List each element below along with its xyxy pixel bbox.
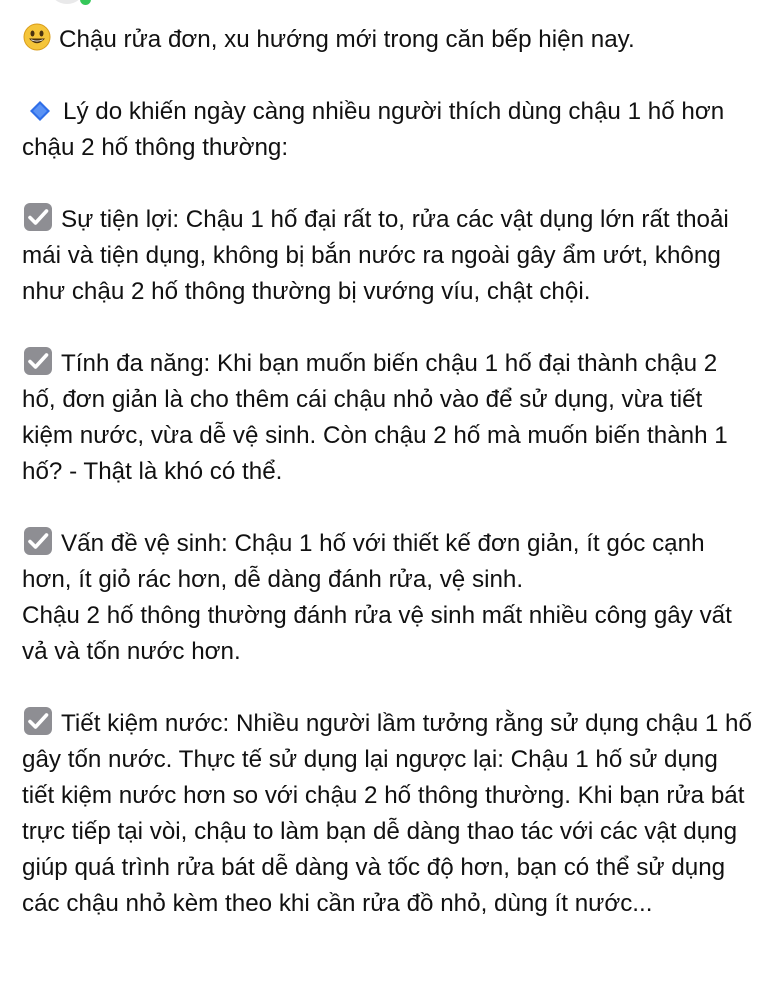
post-title xyxy=(22,22,752,58)
point-versatility xyxy=(22,346,752,490)
post-title-text: Chậu rửa đơn, xu hướng mới trong căn bếp hiện nay. xyxy=(59,26,635,53)
point-text: Vấn đề vệ sinh: Chậu 1 hố với thiết kế đơn giản, ít góc cạnh hơn, ít giỏ rác hơn, dễ dàng đánh rửa, vệ sinh. xyxy=(22,530,705,593)
point-convenience xyxy=(22,202,752,310)
online-status-dot xyxy=(80,0,91,5)
grinning-face-icon xyxy=(23,23,51,51)
point-water-saving xyxy=(22,706,752,922)
point-hygiene xyxy=(22,526,752,670)
check-mark-box-icon xyxy=(23,706,53,736)
point-text: Sự tiện lợi: Chậu 1 hố đại rất to, rửa các vật dụng lớn rất thoải mái và tiện dụng, không bị bắn nước ra ngoài gây ẩm ướt, không như chậu 2 hố thông thường bị vướng víu, chật chội. xyxy=(22,206,729,305)
check-mark-box-icon xyxy=(23,346,53,376)
check-mark-box-icon xyxy=(23,526,53,556)
post-body xyxy=(22,22,752,922)
point-text-continued: Chậu 2 hố thông thường đánh rửa vệ sinh mất nhiều công gây vất vả và tốn nước hơn. xyxy=(22,602,732,665)
point-text: Tính đa năng: Khi bạn muốn biến chậu 1 hố đại thành chậu 2 hố, đơn giản là cho thêm cái chậu nhỏ vào để sử dụng, vừa tiết kiệm nước, vừa dễ vệ sinh. Còn chậu 2 hố mà muốn biến thành 1 hố? - Thật là khó có thể. xyxy=(22,350,728,485)
point-text: Tiết kiệm nước: Nhiều người lầm tưởng rằng sử dụng chậu 1 hố gây tốn nước. Thực tế sử dụng lại ngược lại: Chậu 1 hố sử dụng tiết kiệm nước hơn so với chậu 2 hố thông thường. Khi bạn rửa bát trực tiếp tại vòi, chậu to làm bạn dễ dàng thao tác với các vật dụng giúp quá trình rửa bát dễ dàng và tốc độ hơn, bạn có thể sử dụng các chậu nhỏ kèm theo khi cần rửa đồ nhỏ, dùng ít nước... xyxy=(22,710,752,917)
intro-paragraph xyxy=(22,94,752,166)
blue-diamond-icon xyxy=(30,101,50,121)
check-mark-box-icon xyxy=(23,202,53,232)
intro-text: Lý do khiến ngày càng nhiều người thích dùng chậu 1 hố hơn chậu 2 hố thông thường: xyxy=(22,98,725,161)
avatar xyxy=(50,0,84,4)
